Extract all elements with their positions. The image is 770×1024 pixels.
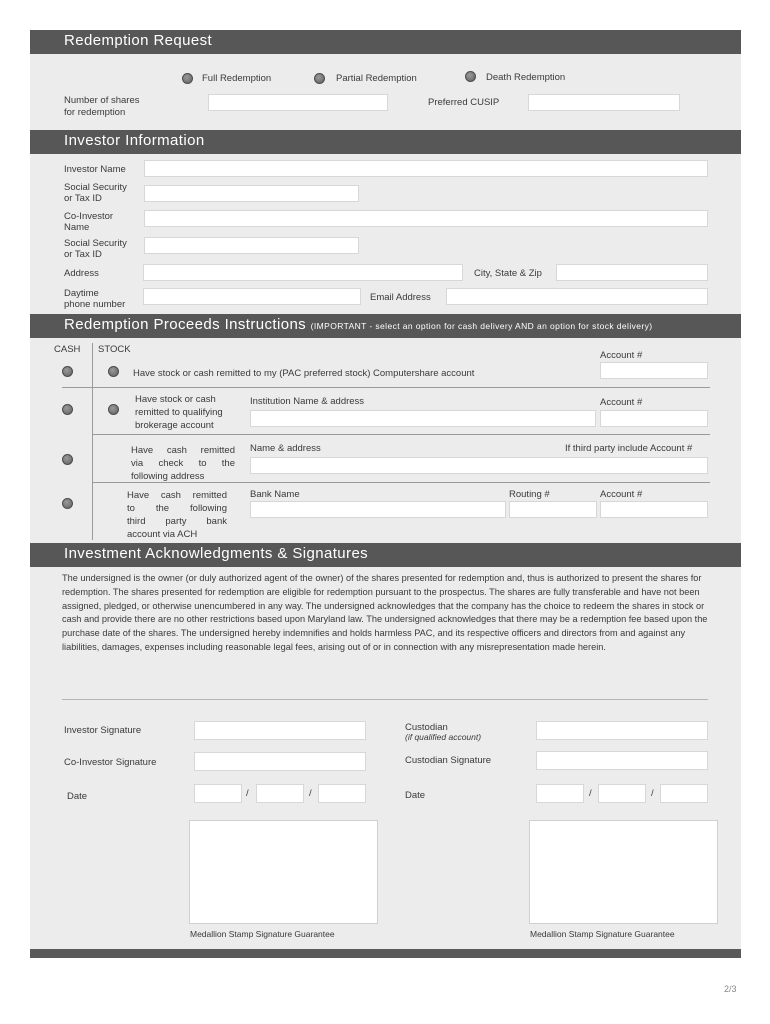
column-divider — [92, 343, 93, 540]
row4-description-line2: to the following — [127, 503, 227, 514]
medallion-stamp-box-left[interactable] — [189, 820, 378, 924]
date-month-input[interactable] — [194, 784, 242, 803]
date-separator: / — [651, 788, 654, 799]
section-bar-redemption-request — [30, 30, 741, 54]
signature-divider — [62, 699, 708, 700]
medallion-stamp-box-right[interactable] — [529, 820, 718, 924]
date-separator: / — [589, 788, 592, 799]
row1-account-input[interactable] — [600, 362, 708, 379]
date-label: Date — [67, 791, 88, 802]
city-state-zip-input[interactable] — [556, 264, 708, 281]
row1-account-label: Account # — [600, 350, 643, 361]
shares-label-line1: Number of shares — [64, 95, 140, 106]
row2-institution-input[interactable] — [250, 410, 596, 427]
custodian-date-month-input[interactable] — [536, 784, 584, 803]
row2-cash-radio[interactable] — [62, 404, 73, 415]
death-redemption-label: Death Redemption — [486, 72, 566, 83]
daytime-phone-input[interactable] — [143, 288, 361, 305]
row1-stock-radio[interactable] — [108, 366, 119, 377]
partial-redemption-label: Partial Redemption — [336, 73, 417, 84]
full-redemption-radio[interactable] — [182, 73, 193, 84]
cash-column-header: CASH — [54, 344, 81, 355]
co-investor-signature-label: Co-Investor Signature — [64, 757, 157, 768]
email-label: Email Address — [370, 292, 431, 303]
row-divider — [92, 482, 710, 483]
row4-description-line3: third party bank — [127, 516, 227, 527]
section-bar-proceeds-instructions — [30, 314, 741, 338]
page-number: 2/3 — [724, 984, 737, 994]
row4-description-line4: account via ACH — [127, 529, 198, 540]
section-bar-acknowledgments — [30, 543, 741, 567]
row4-account-label: Account # — [600, 489, 643, 500]
row4-bank-name-input[interactable] — [250, 501, 506, 518]
phone-label-line1: Daytime — [64, 288, 99, 299]
row3-name-address-input[interactable] — [250, 457, 708, 474]
co-investor-ssn-input[interactable] — [144, 237, 359, 254]
section-title-text: Redemption Proceeds Instructions — [64, 316, 307, 333]
custodian-label: Custodian — [405, 722, 448, 733]
medallion-caption-right: Medallion Stamp Signature Guarantee — [530, 929, 675, 939]
investor-signature-input[interactable] — [194, 721, 366, 740]
section-title: Investment Acknowledgments & Signatures — [64, 545, 369, 562]
full-redemption-label: Full Redemption — [202, 73, 272, 84]
row1-cash-radio[interactable] — [62, 366, 73, 377]
section-title: Redemption Request — [64, 32, 213, 49]
preferred-cusip-input[interactable] — [528, 94, 680, 111]
co-investor-label-line2: Name — [64, 222, 90, 233]
row2-description-line2: remitted to qualifying — [135, 407, 223, 418]
custodian-signature-label: Custodian Signature — [405, 755, 492, 766]
ssn-label-line2: or Tax ID — [64, 193, 102, 204]
row3-third-party-label: If third party include Account # — [565, 443, 693, 454]
custodian-input[interactable] — [536, 721, 708, 740]
row3-description-line3: following address — [131, 471, 205, 482]
section-title — [64, 316, 653, 333]
row3-name-address-label: Name & address — [250, 443, 321, 454]
co-investor-name-input[interactable] — [144, 210, 708, 227]
co-ssn-label-line2: or Tax ID — [64, 249, 102, 260]
row1-description: Have stock or cash remitted to my (PAC preferred stock) Computershare account — [133, 368, 475, 379]
ssn-label-line1: Social Security — [64, 182, 127, 193]
number-of-shares-input[interactable] — [208, 94, 388, 111]
row-divider — [92, 434, 710, 435]
row2-institution-label: Institution Name & address — [250, 396, 365, 407]
form-bottom-bar — [30, 949, 741, 958]
row3-cash-radio[interactable] — [62, 454, 73, 465]
address-label: Address — [64, 268, 99, 279]
acknowledgment-paragraph: The undersigned is the owner (or duly authorized agent of the owner) of the shares presented for redemption and, thus is authorized to present the shares for redemption. The shares presented for redemption are eligible for redemption pursuant to the prospectus. The shares are fully transferable and have not been assigned, pledged, or otherwise unencumbered in any way. The undersigned acknowledges that the company has the choice to redeem the shares in stock or cash and provide there are no other restrictions based upon Maryland law. The undersigned acknowledges that there may be a redemption fee based upon the purchase date of the shares. The undersigned hereby indemnifies and holds harmless PAC, and its respective officers and directors from and against any liabilities, damages, expenses including reasonable legal fees, arising out of or in connection with any misrepresentation made herein. — [62, 573, 708, 652]
investor-signature-label: Investor Signature — [64, 725, 142, 736]
date-separator: / — [309, 788, 312, 799]
email-input[interactable] — [446, 288, 708, 305]
custodian-date-label: Date — [405, 790, 426, 801]
date-day-input[interactable] — [256, 784, 304, 803]
death-redemption-radio[interactable] — [465, 71, 476, 82]
row2-stock-radio[interactable] — [108, 404, 119, 415]
row2-description-line1: Have stock or cash — [135, 394, 216, 405]
date-year-input[interactable] — [318, 784, 366, 803]
investor-name-input[interactable] — [144, 160, 708, 177]
investor-ssn-input[interactable] — [144, 185, 359, 202]
row2-account-label: Account # — [600, 397, 643, 408]
date-separator: / — [246, 788, 249, 799]
partial-redemption-radio[interactable] — [314, 73, 325, 84]
medallion-caption-left: Medallion Stamp Signature Guarantee — [190, 929, 335, 939]
section-note: (IMPORTANT - select an option for cash delivery AND an option for stock delivery) — [310, 321, 653, 331]
cusip-label: Preferred CUSIP — [428, 97, 500, 108]
row4-cash-radio[interactable] — [62, 498, 73, 509]
stock-column-header: STOCK — [98, 344, 131, 355]
phone-label-line2: phone number — [64, 299, 126, 310]
investor-name-label: Investor Name — [64, 164, 126, 175]
row2-account-input[interactable] — [600, 410, 708, 427]
row4-routing-input[interactable] — [509, 501, 597, 518]
row2-description-line3: brokerage account — [135, 420, 214, 431]
row4-account-input[interactable] — [600, 501, 708, 518]
custodian-note: (if qualified account) — [405, 732, 482, 742]
row4-description-line1: Have cash remitted — [127, 490, 227, 501]
city-state-zip-label: City, State & Zip — [474, 268, 542, 279]
row4-bank-name-label: Bank Name — [250, 489, 300, 500]
co-investor-label-line1: Co-Investor — [64, 211, 114, 222]
shares-label-line2: for redemption — [64, 107, 126, 118]
row4-routing-label: Routing # — [509, 489, 550, 500]
custodian-date-day-input[interactable] — [598, 784, 646, 803]
co-investor-signature-input[interactable] — [194, 752, 366, 771]
address-input[interactable] — [143, 264, 463, 281]
custodian-signature-input[interactable] — [536, 751, 708, 770]
section-bar-investor-information — [30, 130, 741, 154]
co-ssn-label-line1: Social Security — [64, 238, 127, 249]
row3-description-line1: Have cash remitted — [131, 445, 235, 456]
row3-description-line2: via check to the — [131, 458, 235, 469]
section-title: Investor Information — [64, 132, 205, 149]
custodian-date-year-input[interactable] — [660, 784, 708, 803]
row-divider — [62, 387, 710, 388]
